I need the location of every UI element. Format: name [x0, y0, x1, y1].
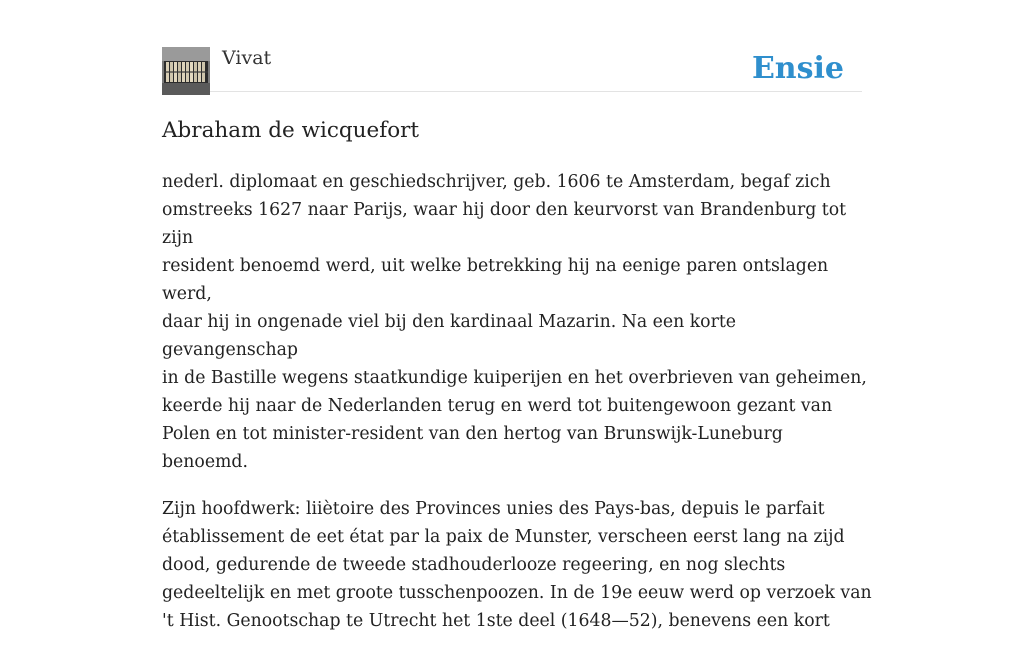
- brand-logo-link[interactable]: Ensie: [751, 51, 844, 86]
- paragraph: nederl. diplomaat en geschiedschrijver, geb. 1606 te Amsterdam, begaf zich omstreeks 1627 naar Parijs, waar hij door den keurvorst van Brandenburg tot zijn resident benoemd werd, uit welke betrekking hij na eenige paren ontslagen werd, daar hij in ongenade viel bij den kardinaal Mazarin. Na een korte gevangenschap in de Bastille wegens staatkundige kuiperijen en het overbrieven van geheimen, keerde hij naar de Nederlanden terug en werd tot buitengewoon gezant van Polen en tot minister-resident van den hertog van Brunswijk-Luneburg benoemd.: [162, 172, 867, 472]
- header: [162, 46, 862, 92]
- source-name-link[interactable]: Vivat: [222, 47, 272, 69]
- book-spines-avatar-icon[interactable]: [162, 47, 210, 95]
- page-title: Abraham de wicquefort: [162, 118, 420, 143]
- article-body: [162, 168, 872, 654]
- paragraph: Zijn hoofdwerk: liiètoire des Provinces unies des Pays-bas, depuis le parfait établissement de eet état par la paix de Munster, verscheen eerst lang na zijd dood, gedurende de tweede stadhouderlooze regeering, en nog slechts gedeeltelijk en met groote tusschenpoozen. In de 19e eeuw werd op verzoek van 't Hist. Genootschap te Utrecht het 1ste deel (1648—52), benevens een kort: [162, 499, 872, 631]
